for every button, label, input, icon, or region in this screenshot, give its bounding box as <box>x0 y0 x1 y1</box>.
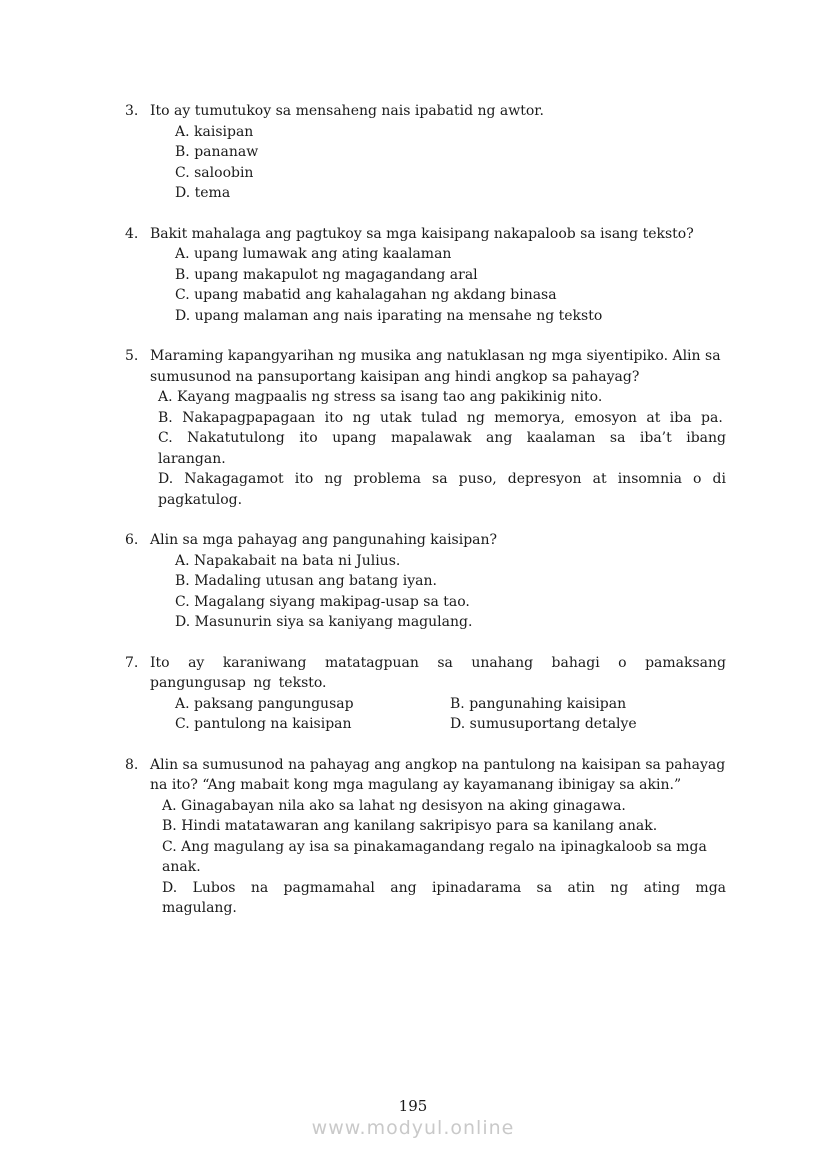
option-d <box>158 469 726 510</box>
option-b <box>175 571 726 592</box>
question-number: 7. <box>125 654 139 671</box>
option-a <box>158 387 726 408</box>
question-text: Alin sa sumusunod na pahayag ang angkop na pantulong na kaisipan sa pahayag na ito? “Ang mabait kong mga magulang ay kayamanang ibinigay sa akin.” <box>150 756 726 793</box>
option-text: saloobin <box>194 164 254 181</box>
option-text: Masunurin siya sa kaniyang magulang. <box>194 614 473 630</box>
question-number: 3. <box>125 103 139 119</box>
option-text: pangunahing kaisipan <box>469 695 627 712</box>
option-text: Lubos na pagmamahal ang ipinadarama sa atin ng ating mga magulang. <box>162 879 726 916</box>
question-text: Alin sa mga pahayag ang pangunahing kaisipan? <box>150 532 498 548</box>
option-text: Madaling utusan ang batang iyan. <box>194 573 437 589</box>
option-a <box>162 796 726 817</box>
option-b <box>162 816 726 837</box>
option-d <box>162 878 726 919</box>
page-number: 195 <box>398 1097 428 1115</box>
option-a <box>175 122 726 143</box>
question-7 <box>125 653 726 735</box>
option-text: Kayang magpaalis ng stress sa isang tao ang pakikinig nito. <box>177 389 603 405</box>
option-b <box>175 142 726 163</box>
option-b <box>158 408 726 429</box>
option-d <box>175 612 726 633</box>
option-label: C. <box>162 838 177 855</box>
question-text: Bakit mahalaga ang pagtukoy sa mga kaisipang nakapaloob sa isang teksto? <box>150 225 694 242</box>
option-a <box>175 244 726 265</box>
question-list <box>125 101 726 939</box>
option-label: B. <box>175 144 190 160</box>
option-c <box>175 285 726 306</box>
option-text: upang malaman ang nais iparating na mensahe ng teksto <box>194 307 603 324</box>
option-label: D. <box>175 185 191 201</box>
options-group <box>150 694 726 735</box>
option-label: D. <box>162 879 178 896</box>
option-d <box>175 306 726 327</box>
options-group <box>150 551 726 633</box>
option-c <box>175 592 726 613</box>
option-label: A. <box>175 123 190 140</box>
option-label: C. <box>175 593 190 610</box>
question-number: 8. <box>125 756 139 773</box>
option-text: Ginagabayan nila ako sa lahat ng desisyon na aking ginagawa. <box>181 797 626 814</box>
options-group <box>150 122 726 204</box>
question-4 <box>125 224 726 327</box>
question-3 <box>125 101 726 204</box>
question-text: Ito ay tumutukoy sa mensaheng nais ipabatid ng awtor. <box>150 103 544 119</box>
option-text: paksang pangungusap <box>194 695 354 712</box>
question-6 <box>125 530 726 633</box>
question-text: Maraming kapangyarihan ng musika ang natuklasan ng mga siyentipiko. Alin sa sumusunod na pansuportang kaisipan ang hindi angkop sa pahayag? <box>150 348 721 385</box>
option-label: D. <box>175 614 191 630</box>
option-c <box>158 428 726 469</box>
option-label: A. <box>162 797 177 814</box>
option-text: sumusuportang detalye <box>469 716 637 732</box>
option-c <box>175 163 726 184</box>
option-label: C. <box>158 430 173 446</box>
option-text: Ang magulang ay isa sa pinakamagandang regalo na ipinagkaloob sa mga anak. <box>162 838 707 875</box>
option-b <box>175 265 726 286</box>
option-label: C. <box>175 716 190 732</box>
option-text: Nakagagamot ito ng problema sa puso, depresyon at insomnia o di pagkatulog. <box>158 471 726 508</box>
option-text: tema <box>194 185 231 201</box>
option-a <box>175 551 726 572</box>
option-text: Nakapagpapagaan ito ng utak tulad ng memorya, emosyon at iba pa. <box>182 409 723 426</box>
option-b <box>450 694 726 715</box>
question-8 <box>125 755 726 919</box>
option-c <box>175 714 450 735</box>
option-label: A. <box>158 389 173 405</box>
option-label: B. <box>158 409 173 426</box>
option-label: C. <box>175 164 190 181</box>
option-text: Magalang siyang makipag-usap sa tao. <box>194 593 470 610</box>
option-label: B. <box>175 266 190 283</box>
options-group <box>150 387 726 510</box>
option-text: upang makapulot ng magagandang aral <box>194 266 478 283</box>
options-group <box>150 796 726 919</box>
option-text: Nakatutulong ito upang mapalawak ang kaalaman sa iba’t ibang larangan. <box>158 430 726 467</box>
question-number: 5. <box>125 348 139 364</box>
option-label: D. <box>175 307 191 324</box>
option-text: pananaw <box>194 144 259 160</box>
option-label: B. <box>450 695 465 712</box>
option-label: A. <box>175 552 190 569</box>
question-5 <box>125 346 726 510</box>
option-label: B. <box>162 818 177 834</box>
option-text: Napakabait na bata ni Julius. <box>194 552 401 569</box>
option-text: upang mabatid ang kahalagahan ng akdang binasa <box>194 287 557 303</box>
option-text: kaisipan <box>194 123 254 140</box>
options-group <box>150 244 726 326</box>
option-label: A. <box>175 695 190 712</box>
question-number: 4. <box>125 225 139 242</box>
option-a <box>175 694 450 715</box>
option-text: pantulong na kaisipan <box>194 716 352 732</box>
option-label: D. <box>450 716 466 732</box>
question-number: 6. <box>125 532 139 548</box>
option-d <box>450 714 726 735</box>
option-text: upang lumawak ang ating kaalaman <box>194 246 452 262</box>
watermark-text: www.modyul.online <box>311 1116 515 1139</box>
question-text: Ito ay karaniwang matatagpuan sa unahang bahagi o pamaksang pangungusap ng teksto. <box>150 654 726 691</box>
option-c <box>162 837 726 878</box>
option-d <box>175 183 726 204</box>
option-label: B. <box>175 573 190 589</box>
option-text: Hindi matatawaran ang kanilang sakripisyo para sa kanilang anak. <box>181 818 658 834</box>
page-footer <box>0 1096 826 1138</box>
option-label: C. <box>175 287 190 303</box>
option-label: A. <box>175 246 190 262</box>
option-label: D. <box>158 471 174 487</box>
